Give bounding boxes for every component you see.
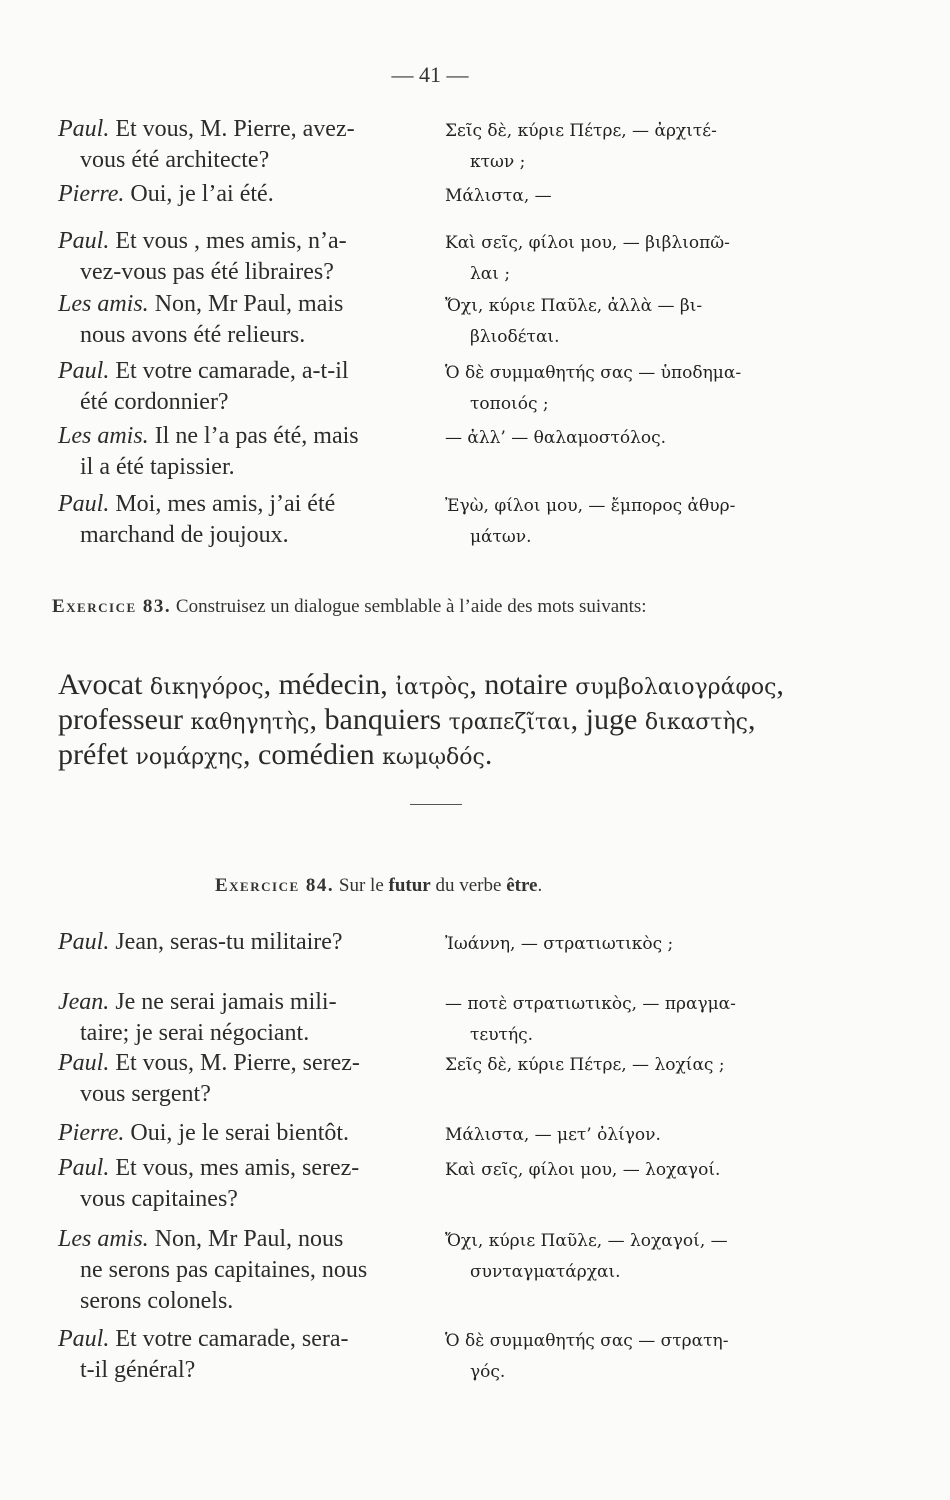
french-term: , médecin, xyxy=(263,668,396,701)
greek-line: Καὶ σεῖς, φίλοι μου, — λοχαγοί. xyxy=(445,1160,721,1180)
vocab-line xyxy=(58,738,492,775)
exercise-84-label: Exercice 84. xyxy=(215,875,335,896)
french-line xyxy=(58,988,438,1016)
speaker-name: Pierre. xyxy=(58,1120,125,1146)
french-text: taire; je serai négociant. xyxy=(80,1020,310,1046)
french-line xyxy=(58,290,438,318)
french-line xyxy=(58,357,438,385)
greek-line: τευτής. xyxy=(470,1025,534,1045)
exercise-84-etre: être xyxy=(506,875,538,896)
speaker-name: Jean. xyxy=(58,989,110,1015)
speaker-name: Les amis. xyxy=(58,423,149,449)
french-text: il a été tapissier. xyxy=(80,454,235,480)
french-line xyxy=(80,1356,460,1384)
french-line xyxy=(58,1325,438,1353)
french-line xyxy=(58,115,438,143)
french-line xyxy=(80,258,460,286)
french-line xyxy=(58,1119,438,1147)
speaker-name: Les amis. xyxy=(58,1226,149,1252)
french-term: professeur xyxy=(58,703,191,736)
greek-line: Καὶ σεῖς, φίλοι μου, — βιβλιοπῶ- xyxy=(445,233,730,253)
french-line xyxy=(58,227,438,255)
french-line xyxy=(58,1154,438,1182)
french-text: Et votre camarade, sera- xyxy=(109,1326,349,1352)
french-text: serons colonels. xyxy=(80,1288,234,1314)
french-term: , notaire xyxy=(469,668,576,701)
section-divider xyxy=(410,804,462,805)
french-line xyxy=(80,1256,460,1284)
greek-line: Ἰωάννη, — στρατιωτικὸς ; xyxy=(445,934,674,954)
speaker-name: Paul. xyxy=(58,1155,110,1181)
speaker-name: Paul. xyxy=(58,929,110,955)
french-line xyxy=(80,1185,460,1213)
speaker-name: Paul. xyxy=(58,1326,110,1352)
greek-term: κωμῳδός xyxy=(382,745,485,770)
greek-line: κτων ; xyxy=(470,152,526,172)
french-text: Moi, mes amis, j’ai été xyxy=(109,491,336,517)
french-text: Il ne l’a pas été, mais xyxy=(148,423,359,449)
french-text: vez-vous pas été libraires? xyxy=(80,259,334,285)
page-number: — 41 — xyxy=(391,62,469,87)
greek-line: Ὄχι, κύριε Παῦλε, ἀλλὰ — βι- xyxy=(445,296,703,316)
french-line xyxy=(58,422,438,450)
speaker-name: Paul. xyxy=(58,228,110,254)
greek-line: βλιοδέται. xyxy=(470,327,560,347)
french-text: vous été architecte? xyxy=(80,147,270,173)
french-line xyxy=(58,180,438,208)
speaker-name: Paul. xyxy=(58,116,110,142)
exercise-83-heading xyxy=(52,596,647,618)
french-text: vous capitaines? xyxy=(80,1186,238,1212)
french-term: , comédien xyxy=(243,738,383,771)
french-text: Je ne serai jamais mili- xyxy=(109,989,337,1015)
vocab-line xyxy=(58,703,756,740)
french-text: Et vous, M. Pierre, avez- xyxy=(109,116,355,142)
french-text: Oui, je l’ai été. xyxy=(124,181,274,207)
french-line xyxy=(80,1080,460,1108)
french-text: Non, Mr Paul, mais xyxy=(148,291,344,317)
greek-line: Ὄχι, κύριε Παῦλε, — λοχαγοί, — xyxy=(445,1231,728,1251)
greek-line: Μάλιστα, — μετ’ ὀλίγον. xyxy=(445,1125,661,1145)
greek-line: γός. xyxy=(470,1362,506,1382)
french-line xyxy=(80,1019,460,1047)
greek-term: δικαστὴς xyxy=(644,710,748,735)
speaker-name: Pierre. xyxy=(58,181,125,207)
french-term: , banquiers xyxy=(309,703,449,736)
greek-term: νομάρχης xyxy=(135,745,243,770)
french-text: Et vous , mes amis, n’a- xyxy=(109,228,347,254)
french-text: Et votre camarade, a-t-il xyxy=(109,358,349,384)
french-term: , xyxy=(748,703,756,736)
french-line xyxy=(80,453,460,481)
greek-line: μάτων. xyxy=(470,527,532,547)
french-text: Jean, seras-tu militaire? xyxy=(109,929,343,955)
greek-line: Ἐγὼ, φίλοι μου, — ἔμπορος ἀθυρ- xyxy=(445,496,736,516)
greek-line: λαι ; xyxy=(470,264,511,284)
french-term: Avocat xyxy=(58,668,150,701)
french-line xyxy=(80,388,460,416)
speaker-name: Paul. xyxy=(58,358,110,384)
exercise-84-text: . xyxy=(537,875,543,896)
french-text: Et vous, mes amis, serez- xyxy=(109,1155,360,1181)
greek-line: — ποτὲ στρατιωτικὸς, — πραγμα- xyxy=(445,994,736,1014)
french-term: préfet xyxy=(58,738,136,771)
french-line xyxy=(58,1225,438,1253)
french-text: marchand de joujoux. xyxy=(80,522,289,548)
greek-line: Μάλιστα, — xyxy=(445,186,552,206)
greek-line: τοποιός ; xyxy=(470,394,549,414)
vocab-line xyxy=(58,668,784,705)
speaker-name: Paul. xyxy=(58,1050,110,1076)
greek-term: τραπεζῖται xyxy=(448,710,571,735)
french-text: t-il général? xyxy=(80,1357,196,1383)
french-text: vous sergent? xyxy=(80,1081,211,1107)
exercise-83-instruction: Construisez un dialogue semblable à l’aide des mots suivants: xyxy=(175,596,647,617)
french-text: Non, Mr Paul, nous xyxy=(148,1226,344,1252)
greek-line: Ὁ δὲ συμμαθητής σας — ὑποδημα- xyxy=(445,363,742,383)
french-text: nous avons été relieurs. xyxy=(80,322,306,348)
greek-line: Ὁ δὲ συμμαθητής σας — στρατη- xyxy=(445,1331,729,1351)
greek-line: — ἀλλ’ — θαλαμοστόλος. xyxy=(445,428,667,448)
french-line xyxy=(80,321,460,349)
french-line xyxy=(58,490,438,518)
french-line xyxy=(80,521,460,549)
exercise-83-label: Exercice 83. xyxy=(52,596,172,617)
french-term: , xyxy=(776,668,784,701)
greek-line: Σεῖς δὲ, κύριε Πέτρε, — λοχίας ; xyxy=(445,1055,725,1075)
french-term: . xyxy=(484,738,493,771)
greek-term: συμβολαιογράφος xyxy=(575,675,777,700)
speaker-name: Paul. xyxy=(58,491,110,517)
greek-line: Σεῖς δὲ, κύριε Πέτρε, — ἀρχιτέ- xyxy=(445,121,717,141)
exercise-84-futur: futur xyxy=(388,875,431,896)
greek-line: συνταγματάρχαι. xyxy=(470,1262,621,1282)
french-text: été cordonnier? xyxy=(80,389,229,415)
french-text: Et vous, M. Pierre, serez- xyxy=(109,1050,360,1076)
french-line xyxy=(58,1049,438,1077)
greek-term: ἰατρὸς xyxy=(395,675,470,700)
speaker-name: Les amis. xyxy=(58,291,149,317)
exercise-84-text: du verbe xyxy=(430,875,507,896)
french-term: , juge xyxy=(570,703,645,736)
french-text: ne serons pas capitaines, nous xyxy=(80,1257,368,1283)
greek-term: δικηγόρος xyxy=(149,675,264,700)
exercise-84-text: Sur le xyxy=(334,875,389,896)
greek-term: καθηγητὴς xyxy=(190,710,310,735)
french-line xyxy=(80,146,460,174)
french-text: Oui, je le serai bientôt. xyxy=(124,1120,350,1146)
french-line xyxy=(80,1287,460,1315)
exercise-84-heading xyxy=(215,875,542,897)
french-line xyxy=(58,928,438,956)
